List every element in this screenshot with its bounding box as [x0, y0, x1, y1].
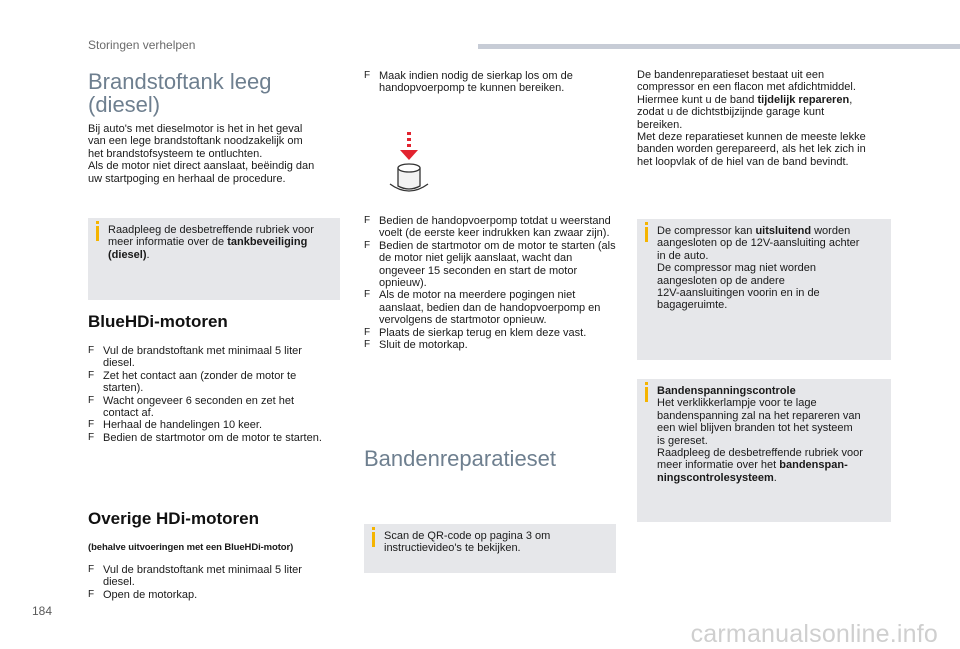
list-item: F Zet het contact aan (zonder de motor te starten).	[88, 370, 328, 395]
list-item: F Bedien de startmotor om de motor te starten (als de motor niet gelijk aanslaat, wacht dan ongeveer 15 seconden en start de motor opnieuw).	[364, 240, 619, 290]
page-number: 184	[32, 604, 53, 618]
pump-steps-main	[364, 215, 619, 351]
list-item: F Bedien de startmotor om de motor te starten.	[88, 432, 328, 444]
heading-other-hdi: Overige HDi-motoren	[88, 509, 259, 528]
list-item: F Plaats de sierkap terug en klem deze vast.	[364, 327, 619, 339]
list-item: F Herhaal de handelingen 10 keer.	[88, 419, 328, 431]
list-item: F Maak indien nodig de sierkap los om de handopvoerpomp te kunnen bereiken.	[364, 70, 614, 95]
header-bar	[478, 44, 960, 49]
note-compressor: De compressor kan uitsluitend worden aangesloten op de 12V-aansluiting achter in de auto. De compressor mag niet worden aangesloten op de andere 12V-aansluitingen voorin en in de bagageruimte.	[637, 219, 891, 360]
list-item: F Bedien de handopvoerpomp totdat u weerstand voelt (de eerste keer indrukken kan zwaar zijn).	[364, 215, 619, 240]
info-marker-icon	[645, 387, 648, 402]
hand-pump-illustration	[385, 128, 435, 198]
repair-kit-intro: De bandenreparatieset bestaat uit een compressor en een flacon met afdichtmiddel. Hiermee kunt u de band tijdelijk repareren, zodat u de dichtstbijzijnde garage kunt bereiken. Met deze reparatieset kunnen de meeste lekke banden worden gerepareerd, als het lek zich in het loopvlak of de hiel van de band bevindt.	[637, 69, 866, 168]
fuel-intro-paragraph: Bij auto's met dieselmotor is het in het geval van een lege brandstoftank noodzakelijk om het brandstofsysteem te ontluchten. Als de motor niet direct aanslaat, beëindig dan uw startpoging en herhaal de procedure.	[88, 123, 315, 185]
note-tpms: Bandenspanningscontrole Het verklikkerlampje voor te lage bandenspanning zal na het repareren van een wiel blijven branden tot het systeem is gereset. Raadpleeg de desbetreffende rubriek voor meer informatie over het bandenspan- ningscontrolesysteem.	[637, 379, 891, 522]
list-item: F Vul de brandstoftank met minimaal 5 liter diesel.	[88, 564, 328, 589]
section-title-repair-kit: Bandenreparatieset	[364, 446, 557, 471]
bluehdi-steps-list	[88, 345, 328, 444]
note-qr-code: Scan de QR-code op pagina 3 om instructievideo's te bekijken.	[364, 524, 616, 573]
list-item: F Sluit de motorkap.	[364, 339, 619, 351]
watermark: carmanualsonline.info	[690, 620, 938, 648]
note-fuel-protection: Raadpleeg de desbetreffende rubriek voor meer informatie over de tankbeveiliging (diesel).	[88, 218, 340, 300]
hand-pump-icon	[385, 128, 435, 198]
section-title-fuel-tank: Brandstoftank leeg (diesel)	[88, 69, 272, 117]
running-header: Storingen verhelpen	[88, 38, 196, 52]
pump-steps-top	[364, 70, 614, 95]
info-marker-icon	[372, 532, 375, 547]
info-marker-icon	[645, 227, 648, 242]
other-hdi-steps-list	[88, 564, 328, 601]
other-hdi-subtitle: (behalve uitvoeringen met een BlueHDi-motor)	[88, 542, 294, 553]
list-item: F Open de motorkap.	[88, 589, 328, 601]
info-marker-icon	[96, 226, 99, 241]
list-item: F Vul de brandstoftank met minimaal 5 liter diesel.	[88, 345, 328, 370]
list-item: F Wacht ongeveer 6 seconden en zet het contact af.	[88, 395, 328, 420]
list-item: F Als de motor na meerdere pogingen niet aanslaat, bedien dan de handopvoerpomp en vervolgens de startmotor opnieuw.	[364, 289, 619, 326]
heading-bluehdi: BlueHDi-motoren	[88, 312, 228, 331]
